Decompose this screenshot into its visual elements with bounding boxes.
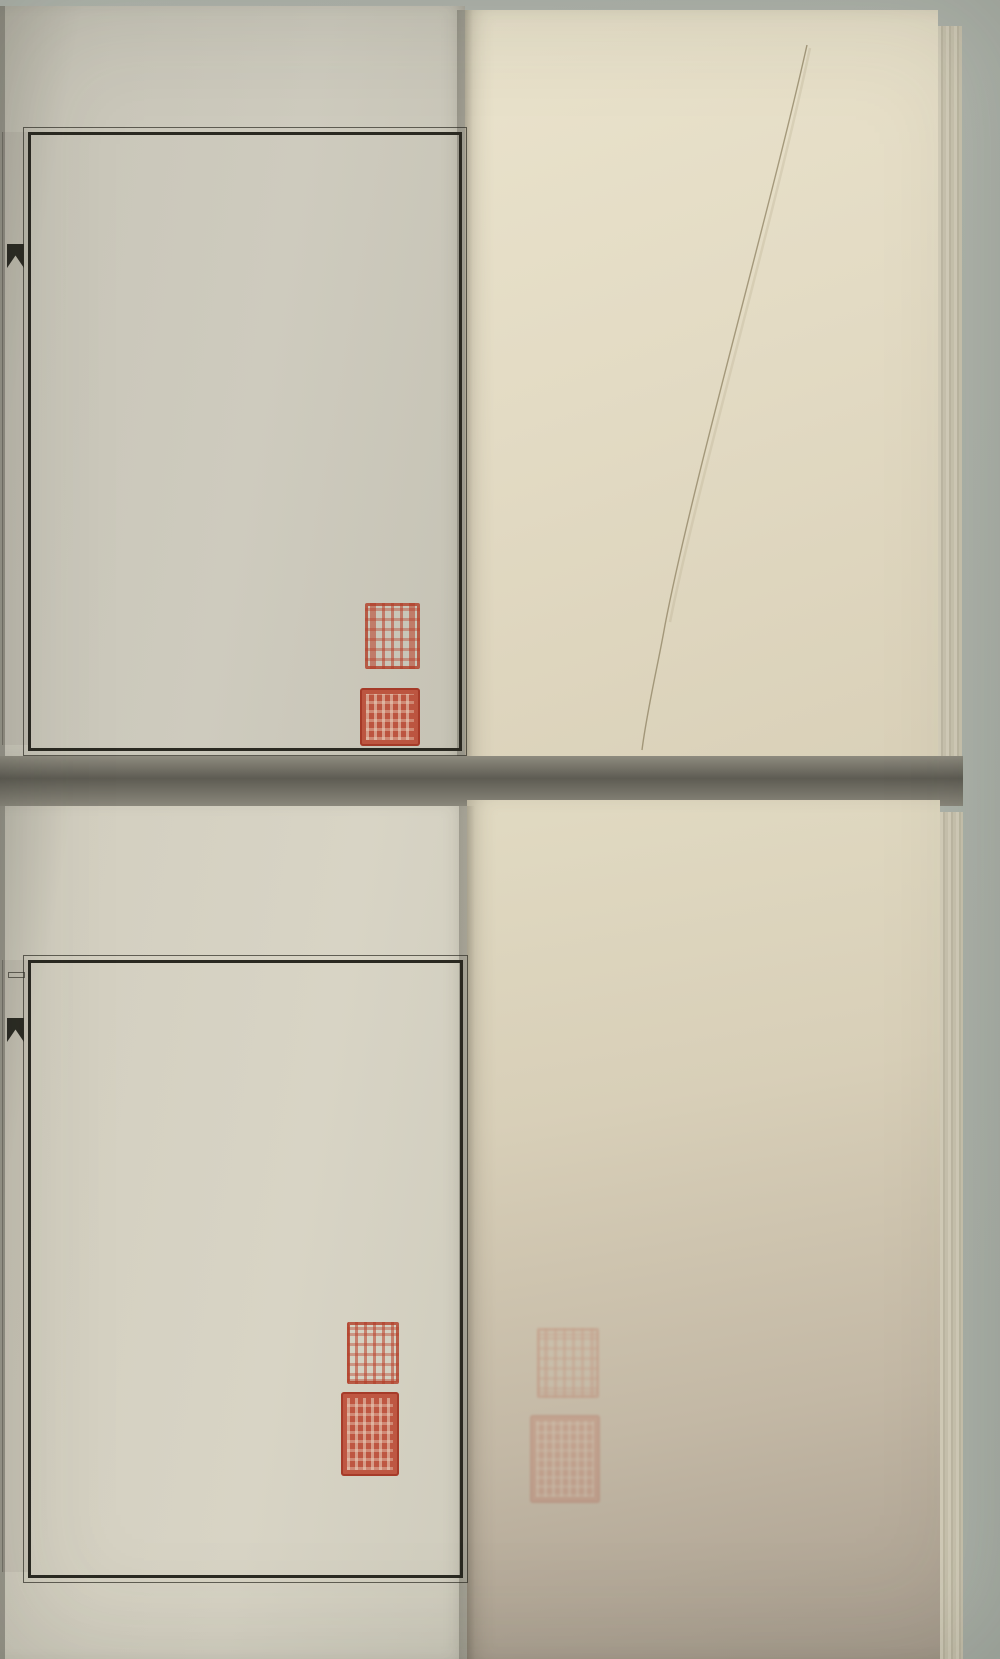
page-crease-line: [465, 10, 938, 788]
top-folio-centerfold: [2, 132, 30, 745]
page-edges-top-book: [938, 26, 962, 782]
red-seal-stamp: [365, 603, 420, 669]
top-book-printed-page: [0, 6, 465, 756]
book-gutter: [457, 10, 473, 756]
top-book-blank-page: [465, 10, 938, 788]
red-seal-stamp: [360, 688, 420, 746]
seal-offset-impression: [530, 1415, 600, 1503]
red-seal-stamp: [341, 1392, 399, 1476]
table-of-contents-columns: [31, 963, 460, 1575]
bottom-book-printed-page: [0, 806, 467, 1659]
fishtail-ornament-icon: [7, 244, 24, 268]
bottom-book-blank-page: [467, 800, 940, 1659]
shadow-between-books: [0, 756, 963, 806]
seal-offset-impression: [537, 1328, 599, 1398]
folio-section-label: [8, 972, 25, 978]
book-gutter: [459, 806, 475, 1659]
page-edges-bottom-book: [940, 812, 963, 1659]
fishtail-ornament-icon: [7, 1018, 24, 1042]
bottom-text-frame: [28, 960, 463, 1578]
bottom-folio-centerfold: [2, 960, 30, 1572]
red-seal-stamp: [347, 1322, 399, 1384]
